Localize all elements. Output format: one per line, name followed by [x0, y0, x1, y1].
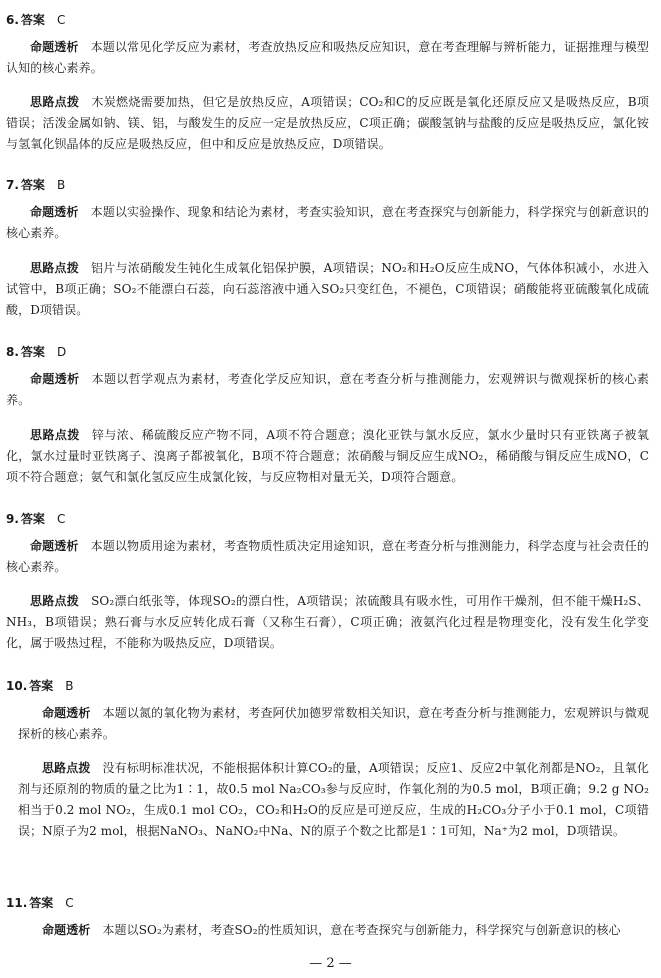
insight-label: 命题透析 — [30, 205, 79, 219]
hint-text: 木炭燃烧需要加热，但它是放热反应，A项错误；CO₂和C的反应既是氧化还原反应又是吸热反应，B项错误；活泼金属如钠、镁、铝，与酸发生的反应一定是放热反应，C项正确；碳酸氢钠与盐酸的反应是吸热反应，氯化铵与氢氧化钡晶体的反应是吸热反应，但中和反应是放热反应，D项错误。 — [6, 95, 649, 151]
insight-section — [6, 536, 649, 578]
hint-text: SO₂漂白纸张等，体现SO₂的漂白性，A项错误；浓硫酸具有吸水性，可用作干燥剂，但不能干燥H₂S、NH₃，B项错误；熟石膏与水反应转化成石膏（又称生石膏），C项正确；液氨汽化过程是物理变化，没有发生化学变化，属于吸热过程，不能称为吸热反应，D项错误。 — [6, 594, 649, 650]
insight-text: 本题以哲学观点为素材，考查化学反应知识，意在考查分析与推测能力，宏观辨识与微观探析的核心素养。 — [6, 372, 649, 407]
answer-letter: C — [56, 512, 66, 526]
answer-line — [6, 175, 65, 195]
question-number: 8. — [6, 345, 19, 359]
hint-label: 思路点拨 — [30, 594, 80, 608]
answer-line — [6, 342, 66, 362]
hint-text: 锌与浓、稀硫酸反应产物不同，A项不符合题意；溴化亚铁与氯水反应，氯水少量时只有亚铁离子被氧化，氯水过量时亚铁离子、溴离子都被氧化，B项不符合题意；浓硝酸与铜反应生成NO₂，稀硝酸与铜反应生成NO，C项不符合题意；氨气和氯化氢反应生成氯化铵，与反应物相对量无关，D项符合题意。 — [6, 428, 649, 484]
insight-label: 命题透析 — [42, 923, 91, 937]
answer-label: 答案 — [29, 679, 54, 693]
insight-text: 本题以氮的氧化物为素材，考查阿伏加德罗常数相关知识，意在考查分析与推测能力，宏观辨识与微观探析的核心素养。 — [18, 706, 649, 741]
insight-section — [6, 369, 649, 411]
insight-section — [6, 202, 649, 244]
hint-label: 思路点拨 — [42, 761, 91, 775]
insight-section — [18, 703, 649, 745]
hint-label: 思路点拨 — [30, 261, 79, 275]
hint-section — [6, 258, 649, 321]
answer-label: 答案 — [20, 345, 45, 359]
answer-line — [6, 509, 65, 529]
answer-line — [6, 893, 74, 913]
hint-label: 思路点拨 — [30, 428, 80, 442]
question-number: 11. — [6, 896, 28, 910]
answer-letter: B — [56, 178, 66, 192]
insight-text: 本题以实验操作、现象和结论为素材，考查实验知识，意在考查探究与创新能力，科学探究与创新意识的核心素养。 — [6, 205, 649, 240]
answer-label: 答案 — [20, 13, 45, 27]
answer-letter: D — [56, 345, 67, 359]
insight-label: 命题透析 — [30, 372, 80, 386]
answer-line — [6, 10, 65, 30]
hint-section — [6, 591, 649, 654]
hint-text: 没有标明标准状况，不能根据体积计算CO₂的量，A项错误；反应1、反应2中氧化剂都是NO₂，且氧化剂与还原剂的物质的量之比为1∶1，故0.5 mol Na₂CO₃参与反应时，作氧化剂的为0.5 mol，B项正确；9.2 g NO₂相当于0.2 mol NO₂，生成0.1 mol CO₂，CO₂和H₂O的反应是可逆反应，生成的H₂CO₃分子小于0.1 mol，C项错误；N原子为2 mol，根据NaNO₃、NaNO₂中Na、N的原子个数之比都是1∶1可知，Na⁺为2 mol，D项错误。 — [18, 761, 650, 838]
question-number: 9. — [6, 512, 19, 526]
question-number: 6. — [6, 13, 19, 27]
insight-label: 命题透析 — [42, 706, 91, 720]
page-number: — 2 — — [309, 956, 352, 971]
answer-line — [6, 676, 74, 696]
question-number: 7. — [6, 178, 19, 192]
hint-section — [6, 425, 649, 488]
hint-section — [18, 758, 649, 842]
hint-text: 铝片与浓硝酸发生钝化生成氧化铝保护膜，A项错误；NO₂和H₂O反应生成NO，气体体积减小，水进入试管中，B项正确；SO₂不能漂白石蕊，向石蕊溶液中通入SO₂只变红色，不褪色，C项错误；硝酸能将亚硫酸氧化成硫酸，D项错误。 — [6, 261, 649, 317]
answer-letter: B — [65, 679, 74, 693]
insight-text: 本题以物质用途为素材，考查物质性质决定用途知识，意在考查分析与推测能力，科学态度与社会责任的核心素养。 — [6, 539, 649, 574]
answer-letter: C — [56, 13, 66, 27]
insight-text: 本题以SO₂为素材，考查SO₂的性质知识，意在考查探究与创新能力，科学探究与创新意识的核心 — [102, 923, 621, 937]
hint-section — [6, 92, 649, 155]
answer-label: 答案 — [29, 896, 54, 910]
insight-section — [18, 920, 649, 941]
answer-label: 答案 — [20, 178, 45, 192]
insight-label: 命题透析 — [30, 539, 79, 553]
insight-label: 命题透析 — [30, 40, 79, 54]
answer-label: 答案 — [20, 512, 45, 526]
question-number: 10. — [6, 679, 28, 693]
insight-text: 本题以常见化学反应为素材，考查放热反应和吸热反应知识，意在考查理解与辨析能力，证据推理与模型认知的核心素养。 — [6, 40, 649, 75]
answer-letter: C — [65, 896, 74, 910]
insight-section — [6, 37, 649, 79]
hint-label: 思路点拨 — [30, 95, 80, 109]
